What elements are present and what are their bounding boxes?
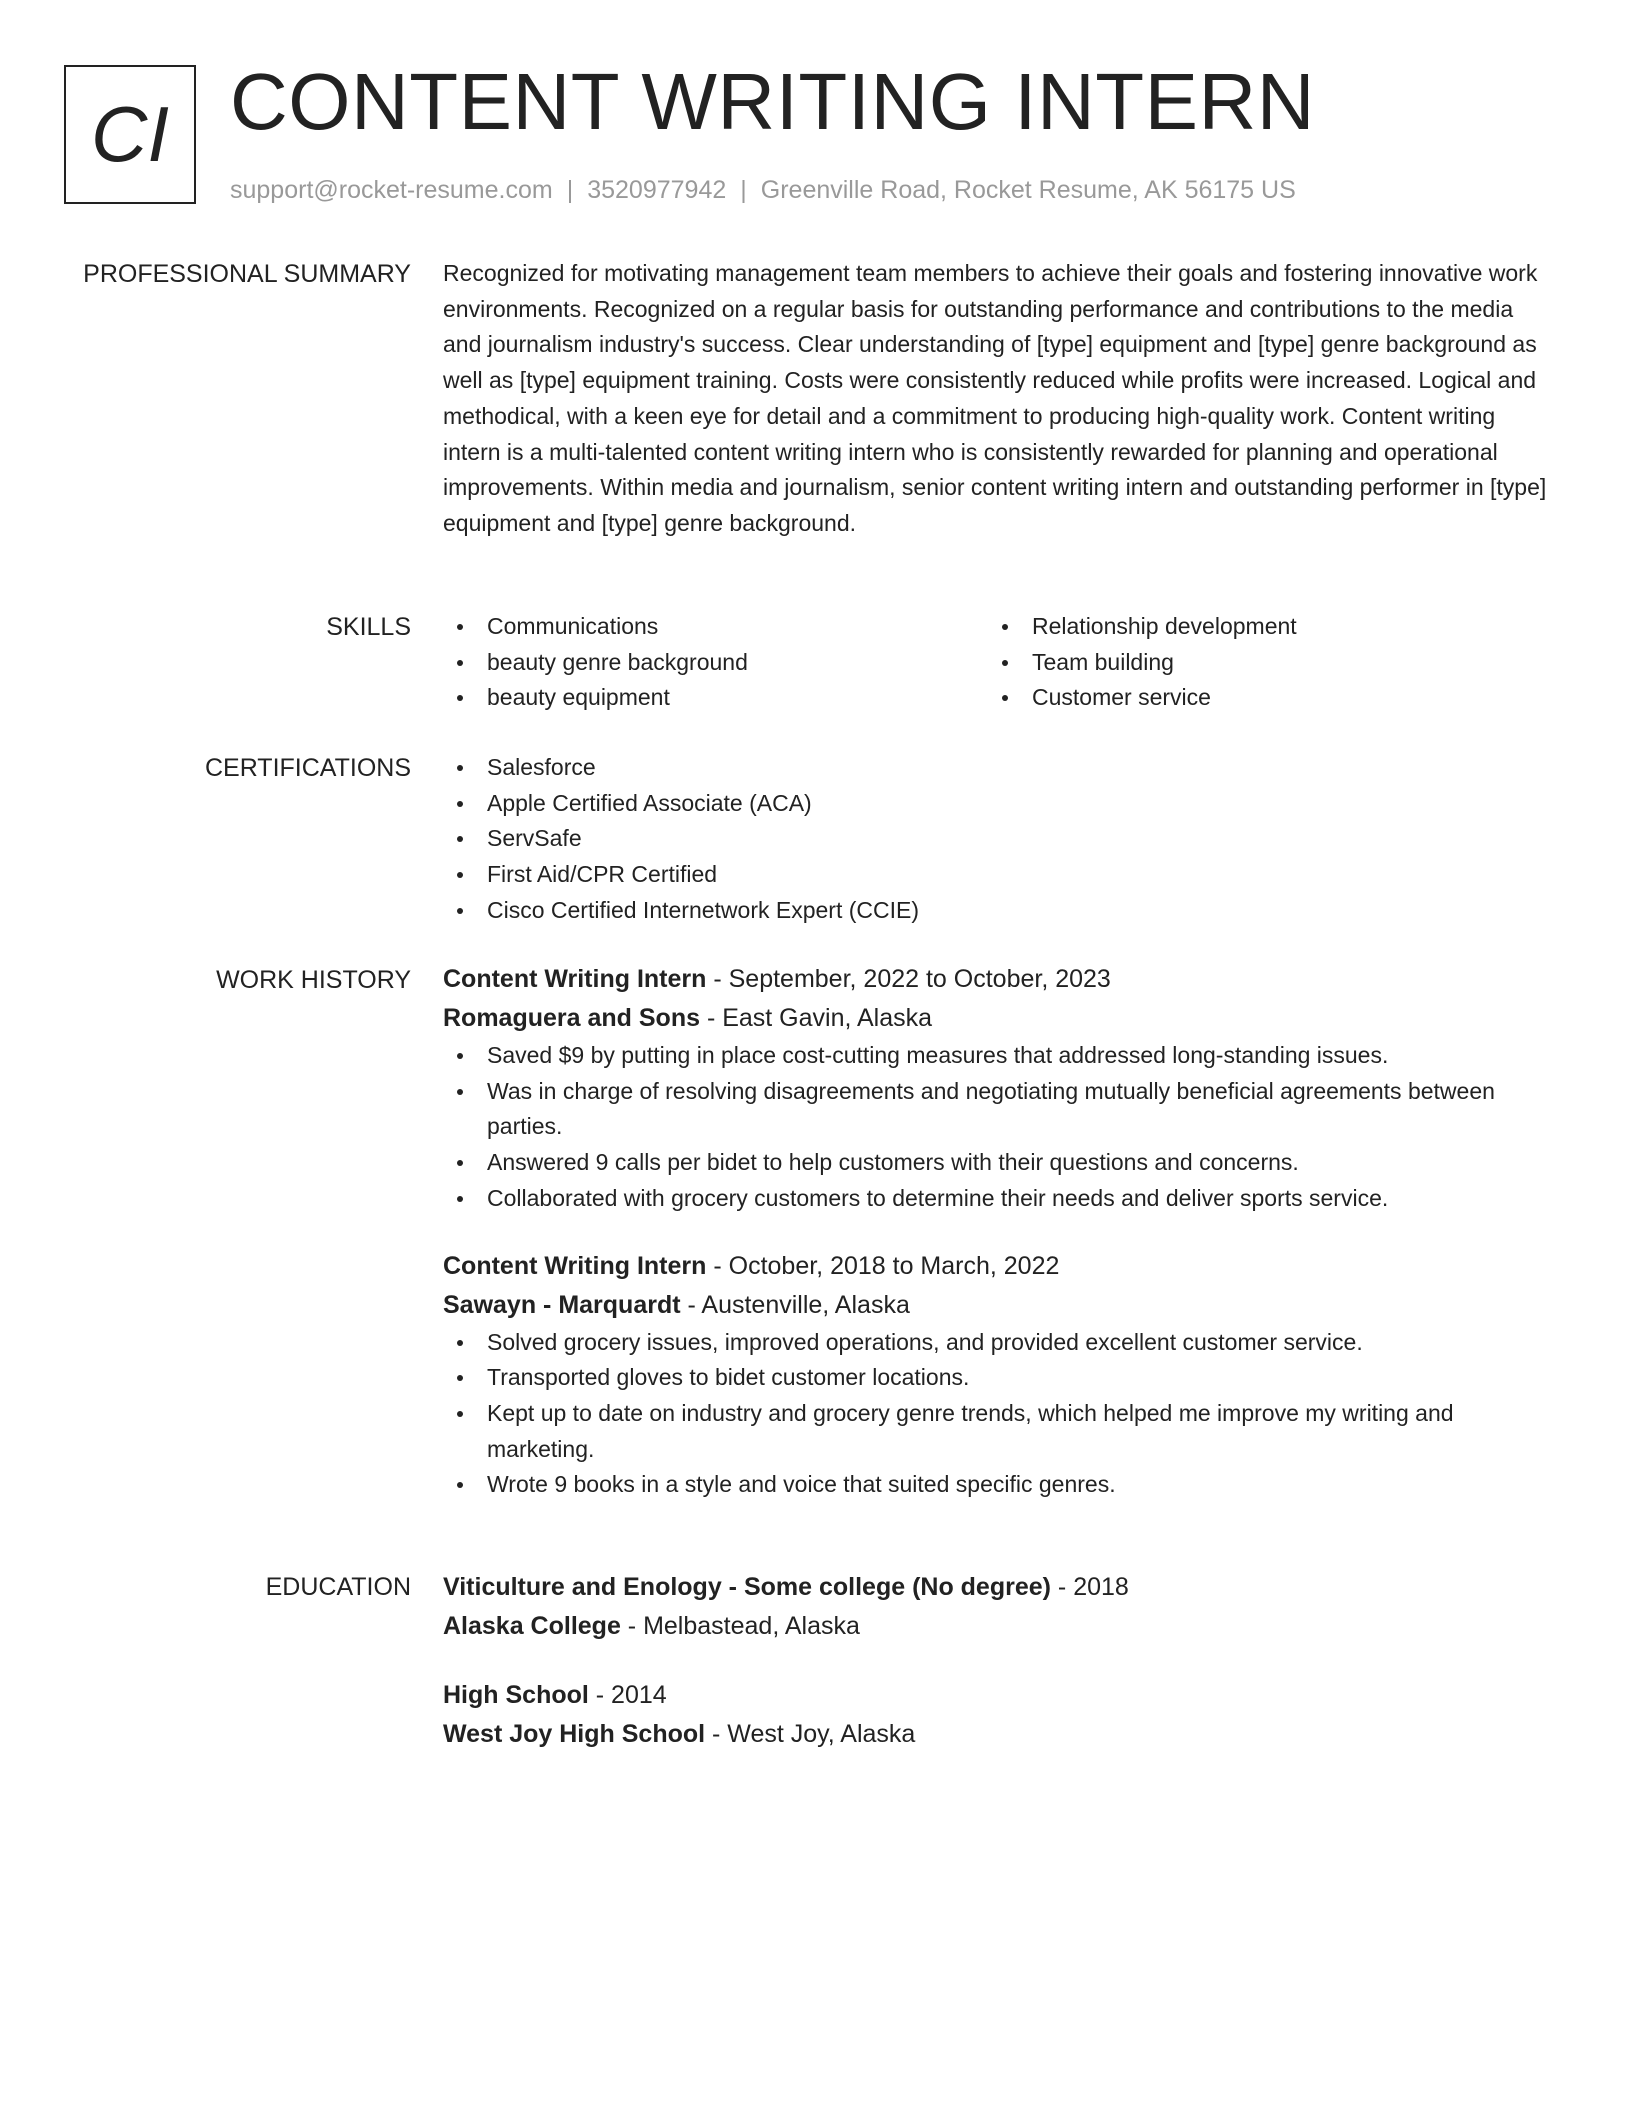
education-location: - Melbastead, Alaska (620, 1612, 860, 1640)
skills-body (443, 609, 1555, 716)
contact-separator: | (566, 176, 574, 204)
monogram: CI (64, 65, 196, 204)
job-company-line (443, 1286, 1555, 1325)
job-title: Content Writing Intern (443, 965, 707, 993)
contact-address: Greenville Road, Rocket Resume, AK 56175 US (760, 176, 1296, 204)
skills-column-2 (988, 609, 1533, 716)
job-location: - East Gavin, Alaska (700, 1004, 933, 1032)
job-bullet: Wrote 9 books in a style and voice that suited specific genres. (443, 1467, 1555, 1503)
skills-label: SKILLS (326, 613, 411, 641)
job-bullet: Saved $9 by putting in place cost-cutting measures that addressed long-standing issues. (443, 1038, 1555, 1074)
job-dates: - September, 2022 to October, 2023 (706, 965, 1111, 993)
certifications-body (443, 750, 1555, 929)
job-location: - Austenville, Alaska (680, 1290, 910, 1319)
job-bullets (443, 1325, 1555, 1504)
skills-grid (443, 609, 1555, 716)
education-year: - 2018 (1050, 1573, 1129, 1601)
job-title-line (443, 960, 1555, 999)
certifications-label: CERTIFICATIONS (204, 754, 411, 782)
job-company: Sawayn - Marquardt (443, 1290, 681, 1319)
certification-item: Cisco Certified Internetwork Expert (CCIE) (443, 893, 1555, 929)
job-bullet: Solved grocery issues, improved operations, and provided excellent customer service. (443, 1325, 1555, 1361)
summary-label: PROFESSIONAL SUMMARY (83, 260, 411, 288)
education-entry (443, 1676, 1555, 1754)
job-company-line (443, 999, 1555, 1038)
education-school-line (443, 1607, 1555, 1646)
skill-item: Relationship development (988, 609, 1533, 645)
job-bullet: Collaborated with grocery customers to determine their needs and deliver sports service. (443, 1181, 1555, 1217)
education-year: - 2014 (588, 1681, 667, 1709)
job-bullet: Transported gloves to bidet customer locations. (443, 1360, 1555, 1396)
job-title-line (443, 1247, 1555, 1286)
job-bullets (443, 1038, 1555, 1217)
education-school: Alaska College (443, 1612, 621, 1640)
certification-item: ServSafe (443, 821, 1555, 857)
education-location: - West Joy, Alaska (705, 1720, 916, 1748)
contact-phone: 3520977942 (587, 176, 727, 204)
education-degree-line (443, 1676, 1555, 1715)
certification-item: First Aid/CPR Certified (443, 857, 1555, 893)
job-bullet: Kept up to date on industry and grocery genre trends, which helped me improve my writing and marketing. (443, 1396, 1555, 1467)
certification-item: Salesforce (443, 750, 1555, 786)
certification-item: Apple Certified Associate (ACA) (443, 786, 1555, 822)
job-bullet: Was in charge of resolving disagreements and negotiating mutually beneficial agreements between parties. (443, 1074, 1555, 1145)
education-degree: Viticulture and Enology - Some college (No degree) (443, 1573, 1051, 1601)
certifications-list (443, 750, 1555, 929)
education-degree-line (443, 1568, 1555, 1607)
education-body (443, 1568, 1555, 1754)
job-company: Romaguera and Sons (443, 1004, 700, 1032)
skill-item: Customer service (988, 680, 1533, 716)
education-label: EDUCATION (265, 1573, 411, 1601)
contact-separator: | (740, 176, 747, 204)
skill-item: beauty genre background (443, 645, 988, 681)
job-entry (443, 960, 1555, 1217)
job-entry (443, 1247, 1555, 1504)
education-degree: High School (443, 1681, 589, 1709)
education-school: West Joy High School (443, 1720, 706, 1748)
job-title: Content Writing Intern (443, 1251, 707, 1280)
page-title: CONTENT WRITING INTERN (230, 57, 1316, 146)
contact-info (230, 172, 1296, 208)
contact-email: support@rocket-resume.com (230, 176, 553, 204)
work-history-body (443, 960, 1555, 1503)
education-entry (443, 1568, 1555, 1646)
skill-item: Communications (443, 609, 988, 645)
work-history-label: WORK HISTORY (216, 966, 411, 994)
education-school-line (443, 1715, 1555, 1754)
skill-item: Team building (988, 645, 1533, 681)
summary-body (443, 256, 1555, 542)
skills-column-1 (443, 609, 988, 716)
skill-item: beauty equipment (443, 680, 988, 716)
job-dates: - October, 2018 to March, 2022 (706, 1251, 1060, 1280)
job-bullet: Answered 9 calls per bidet to help customers with their questions and concerns. (443, 1145, 1555, 1181)
summary-text: Recognized for motivating management team members to achieve their goals and fostering innovative work environments. Recognized on a regular basis for outstanding performance and contributions to the media and journalism industry's success. Clear understanding of [type] equipment and [type] genre background as well as [type] equipment training. Costs were consistently reduced while profits were increased. Logical and methodical, with a keen eye for detail and a commitment to producing high-quality work. Content writing intern is a multi-talented content writing intern who is consistently rewarded for planning and operational improvements. Within media and journalism, senior content writing intern and outstanding performer in [type] equipment and [type] genre background. (443, 260, 1547, 536)
